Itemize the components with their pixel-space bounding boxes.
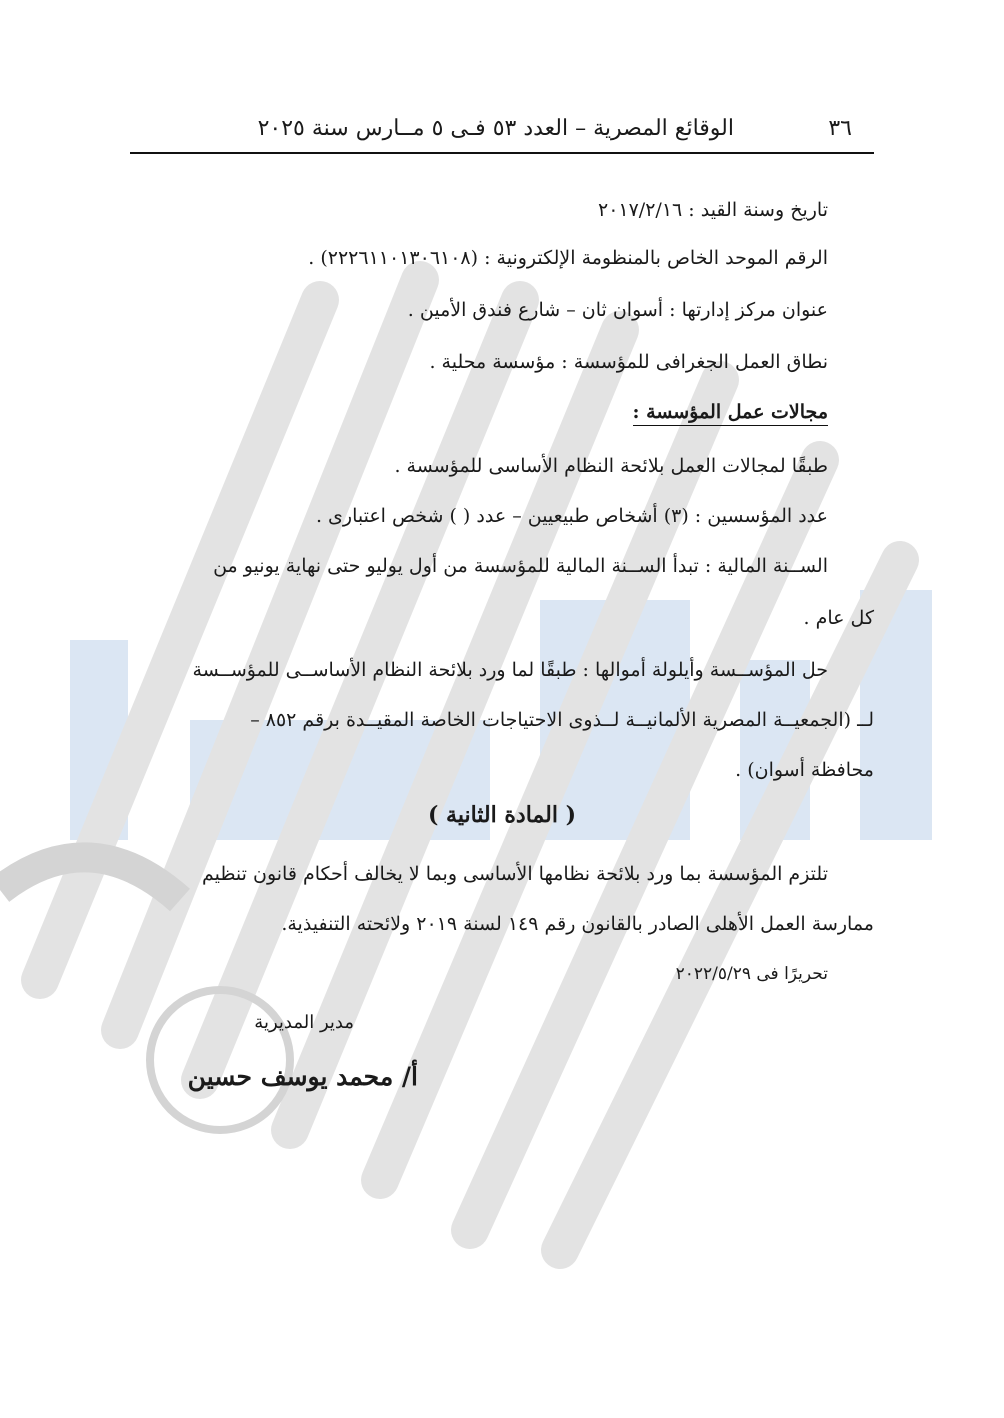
fiscal-year-line-1: الســنة المالية : تبدأ الســنة المالية للمؤسسة من أول يوليو حتى نهاية يونيو من: [213, 555, 828, 577]
founders-count: عدد المؤسسين : (٣) أشخاص طبيعيين – عدد ( ) شخص اعتبارى .: [315, 505, 828, 527]
page-header: [130, 112, 874, 154]
dissolution-line-1: حل المؤســسة وأيلولة أموالها : طبقًا لما ورد بلائحة النظام الأساســى للمؤســسة: [192, 659, 828, 681]
article-two-line-1: تلتزم المؤسسة بما ورد بلائحة نظامها الأساسى وبما لا يخالف أحكام قانون تنظيم: [201, 863, 828, 885]
signatory-title: مدير المديرية: [254, 1012, 354, 1033]
page-number: ٣٦: [828, 116, 852, 141]
gazette-title: الوقائع المصرية – العدد ٥٣ فـى ٥ مــارس سنة ٢٠٢٥: [257, 116, 734, 141]
unified-number: الرقم الموحد الخاص بالمنظومة الإلكترونية : (٢٢٢٦١١٠١٣٠٦١٠٨) .: [308, 247, 828, 269]
article-two-heading: ( المادة الثانية ): [427, 802, 577, 828]
fields-text: طبقًا لمجالات العمل بلائحة النظام الأساسى للمؤسسة .: [394, 455, 828, 477]
article-two-line-2: ممارسة العمل الأهلى الصادر بالقانون رقم ١٤٩ لسنة ٢٠١٩ ولائحته التنفيذية.: [281, 913, 874, 935]
registration-date: تاريخ وسنة القيد : ٢٠١٧/٢/١٦: [597, 199, 828, 221]
fields-heading: [633, 398, 828, 426]
fiscal-year-line-2: كل عام .: [803, 607, 874, 629]
signatory-name: أ/ محمد يوسف حسين: [187, 1062, 418, 1091]
headquarters-address: عنوان مركز إدارتها : أسوان ثان – شارع فندق الأمين .: [407, 299, 828, 321]
geographic-scope: نطاق العمل الجغرافى للمؤسسة : مؤسسة محلية .: [429, 351, 828, 373]
issue-date: تحريرًا فى ٢٠٢٢/٥/٢٩: [675, 964, 828, 984]
dissolution-line-2: لــ (الجمعيــة المصرية الألمانيــة لــذوى الاحتياجات الخاصة المقيــدة برقم ٨٥٢ –: [250, 709, 874, 731]
fields-heading-text: مجالات عمل المؤسسة :: [633, 401, 828, 426]
dissolution-line-3: محافظة أسوان) .: [735, 759, 874, 781]
